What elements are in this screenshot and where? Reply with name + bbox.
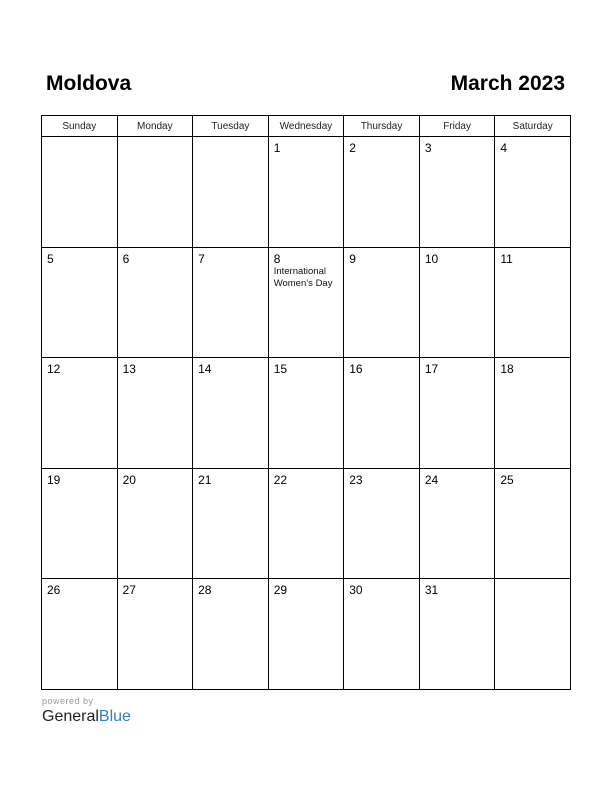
- brand-part-general: General: [42, 708, 99, 725]
- day-cell: [42, 247, 118, 358]
- day-number: 5: [47, 251, 54, 266]
- day-number: 18: [500, 362, 514, 377]
- day-cell: [42, 468, 118, 579]
- day-number: [118, 137, 193, 141]
- day-number: 14: [198, 362, 212, 377]
- week-row: [42, 247, 571, 358]
- holiday-label-line2: Women’s Day: [273, 278, 333, 290]
- day-cell: [193, 137, 269, 248]
- day-number: 27: [122, 583, 136, 598]
- day-cell: [419, 247, 495, 358]
- day-number: 28: [198, 583, 212, 598]
- day-number: 23: [349, 472, 363, 487]
- weekday-header-saturday: Saturday: [495, 116, 571, 137]
- day-number: 17: [424, 362, 439, 377]
- day-cell: [344, 468, 420, 579]
- day-number: 31: [424, 583, 439, 598]
- country-title: Moldova: [46, 72, 132, 95]
- powered-by-label: powered by: [42, 696, 94, 706]
- day-number: 12: [47, 362, 61, 377]
- weekday-header-sunday: Sunday: [42, 116, 118, 137]
- day-cell: [193, 579, 269, 690]
- day-number: 7: [198, 251, 205, 266]
- day-cell-holiday: [268, 247, 344, 358]
- weekday-header-tuesday: Tuesday: [193, 116, 269, 137]
- day-number: 3: [424, 141, 432, 155]
- day-number: [42, 137, 117, 141]
- day-number: 29: [273, 583, 288, 598]
- day-number: 16: [349, 362, 363, 377]
- day-cell: [117, 579, 193, 690]
- day-cell: [268, 137, 344, 248]
- brand-part-blue: Blue: [98, 708, 131, 725]
- footer-branding: [42, 696, 131, 727]
- day-number: 4: [500, 141, 508, 155]
- weekday-header-wednesday: Wednesday: [268, 116, 344, 137]
- day-cell: [344, 137, 420, 248]
- day-cell: [344, 579, 420, 690]
- day-number: 19: [47, 472, 61, 487]
- day-number: 1: [273, 141, 281, 155]
- day-cell: [495, 579, 571, 690]
- day-cell: [117, 247, 193, 358]
- week-row: [42, 468, 571, 579]
- day-number: 21: [198, 472, 212, 487]
- day-number: 11: [500, 251, 513, 266]
- day-number: 10: [424, 251, 439, 266]
- calendar-grid: [41, 115, 571, 690]
- day-cell: [117, 358, 193, 469]
- week-row: [42, 137, 571, 248]
- week-row: [42, 579, 571, 690]
- day-number: 9: [349, 251, 356, 266]
- day-number: 22: [273, 472, 288, 487]
- day-number: 13: [122, 362, 136, 377]
- day-number: 26: [47, 583, 61, 598]
- weekday-header-thursday: Thursday: [344, 116, 420, 137]
- weekday-header-monday: Monday: [117, 116, 193, 137]
- day-cell: [419, 137, 495, 248]
- day-cell: [42, 579, 118, 690]
- day-cell: [344, 358, 420, 469]
- day-cell: [117, 468, 193, 579]
- day-number: 20: [122, 472, 136, 487]
- day-number: 6: [122, 251, 130, 266]
- day-cell: [419, 358, 495, 469]
- day-cell: [42, 137, 118, 248]
- weekday-header-friday: Friday: [419, 116, 495, 137]
- day-number: 2: [349, 141, 356, 155]
- day-number: 24: [424, 472, 439, 487]
- day-number: 15: [273, 362, 288, 377]
- day-cell: [117, 137, 193, 248]
- holiday-label-line1: International: [273, 265, 326, 277]
- day-number: 8: [273, 251, 281, 266]
- day-cell: [419, 468, 495, 579]
- day-cell: [419, 579, 495, 690]
- day-cell: [268, 358, 344, 469]
- day-cell: [495, 468, 571, 579]
- day-cell: [193, 358, 269, 469]
- day-cell: [495, 247, 571, 358]
- day-number: [193, 137, 268, 141]
- day-cell: [193, 247, 269, 358]
- day-number: 25: [500, 472, 514, 487]
- day-cell: [193, 468, 269, 579]
- day-cell: [42, 358, 118, 469]
- month-title: March 2023: [450, 72, 565, 95]
- day-cell: [344, 247, 420, 358]
- day-cell: [495, 358, 571, 469]
- weekday-header-row: [42, 116, 571, 137]
- week-row: [42, 358, 571, 469]
- day-cell: [268, 468, 344, 579]
- day-cell: [268, 579, 344, 690]
- day-number: 30: [349, 583, 363, 598]
- day-number: [495, 579, 570, 583]
- day-cell: [495, 137, 571, 248]
- generalblue-logo: [42, 707, 131, 727]
